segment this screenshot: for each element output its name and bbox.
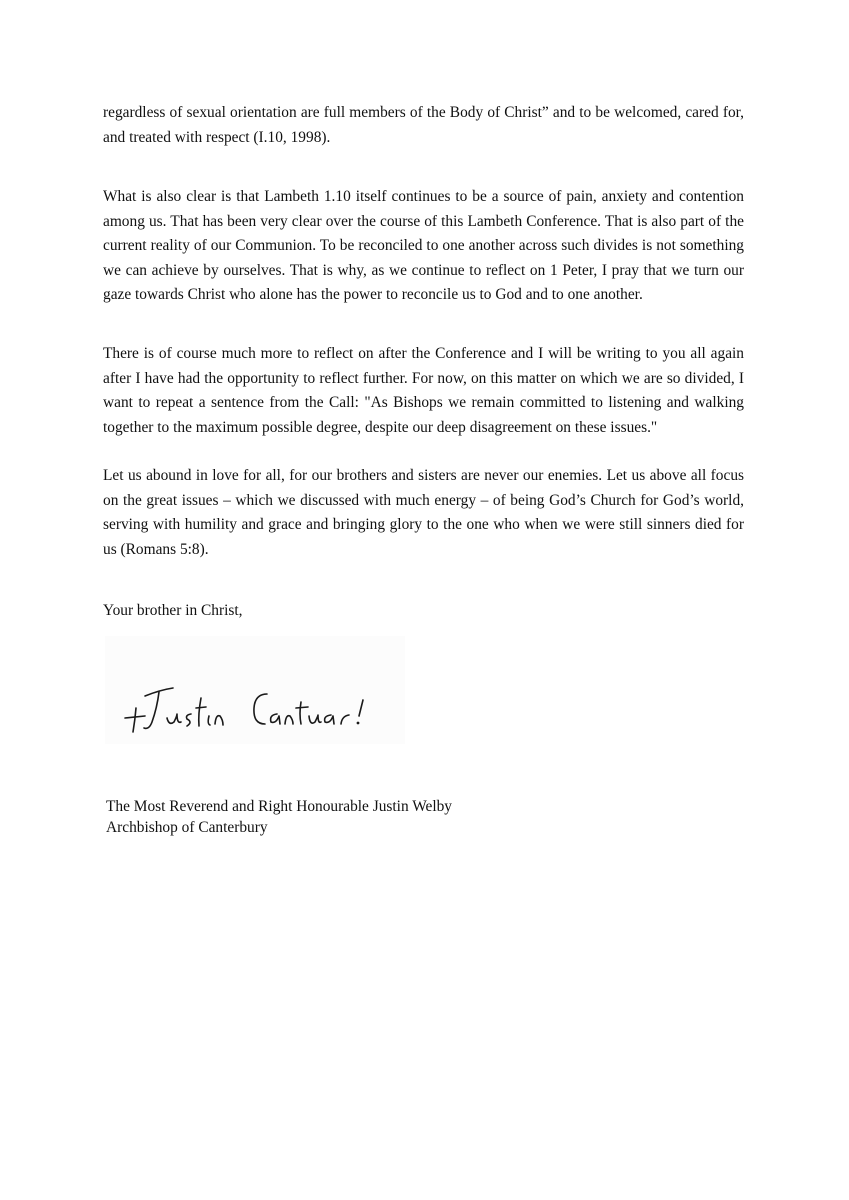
paragraph-lambeth-pain: What is also clear is that Lambeth 1.10 itself continues to be a source of pain, anxiety and contention among us. That has been very clear over the course of this Lambeth Conference. That is also part of the current reality of our Communion. To be reconciled to one another across such divides is not something we can achieve by ourselves. That is why, as we continue to reflect on 1 Peter, I pray that we turn our gaze towards Christ who alone has the power to reconcile us to God and to one another. [103, 188, 744, 304]
signer-block [106, 796, 452, 838]
signer-title: Archbishop of Canterbury [106, 819, 268, 836]
paragraph-reflect-further: There is of course much more to reflect on after the Conference and I will be writing to you all again after I have had the opportunity to reflect further. For now, on this matter on which we are so divided, I want to repeat a sentence from the Call: "As Bishops we remain committed to listening and walking together to the maximum possible degree, despite our deep disagreement on these issues." [103, 345, 744, 436]
signer-name: The Most Reverend and Right Honourable Justin Welby [106, 798, 452, 815]
signature-image [105, 636, 405, 744]
closing-salutation: Your brother in Christ, [103, 602, 243, 619]
handwritten-signature [105, 636, 405, 744]
paragraph-respect: regardless of sexual orientation are full members of the Body of Christ” and to be welcomed, cared for, and treated with respect (I.10, 1998). [103, 104, 744, 146]
signature-exclamation-dot [357, 722, 360, 725]
signature-scan-background [105, 636, 405, 744]
paragraph-abound-in-love: Let us abound in love for all, for our brothers and sisters are never our enemies. Let us above all focus on the great issues – which we discussed with much energy – of being God’s Church for God’s world, serving with humility and grace and bringing glory to the one who when we were still sinners died for us (Romans 5:8). [103, 467, 744, 558]
